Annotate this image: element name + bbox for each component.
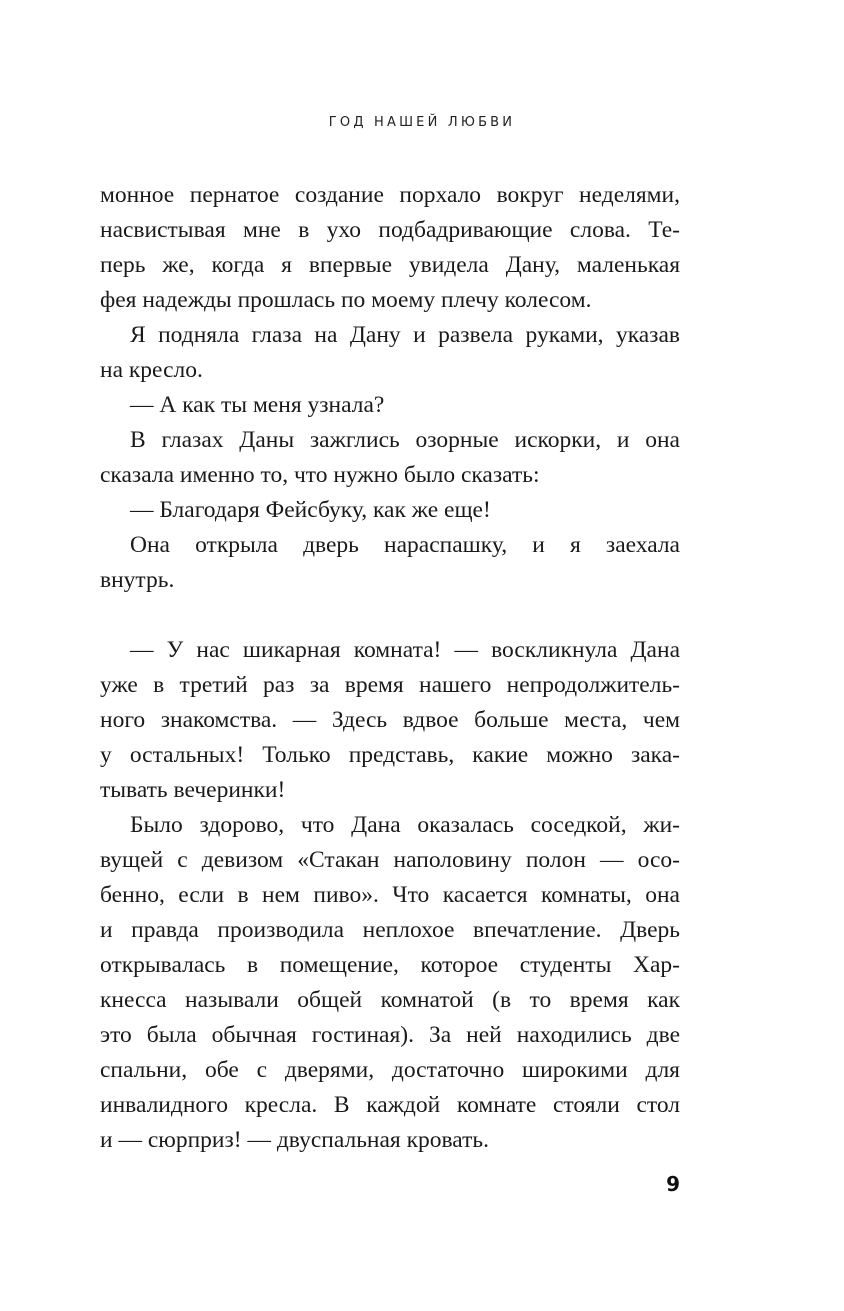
- text-line: тывать вечеринки!: [100, 777, 286, 803]
- text-line: — А как ты меня узнала?: [130, 392, 385, 418]
- text-line: внутрь.: [100, 567, 175, 593]
- text-line: В глазах Даны зажглись озорные искорки, и она: [130, 427, 680, 453]
- text-line: — У нас шикарная комната! — воскликнула Дана: [130, 637, 680, 663]
- text-line: Она открыла дверь нараспашку, и я заехала: [130, 532, 680, 558]
- body-text: [100, 178, 680, 1158]
- text-line: и — сюрприз! — двуспальная кровать.: [100, 1127, 489, 1153]
- text-line: на кресло.: [100, 357, 203, 383]
- text-line: открывалась в помещение, которое студенты Хар-: [100, 952, 680, 978]
- text-line: — Благодаря Фейсбуку, как же еще!: [130, 497, 491, 523]
- section-break: [100, 598, 680, 633]
- text-line: вущей с девизом «Стакан наполовину полон — осо-: [100, 847, 680, 873]
- text-line: насвистывая мне в ухо подбадривающие слова. Те-: [100, 217, 680, 243]
- text-line: это была обычная гостиная). За ней находились две: [100, 1022, 680, 1048]
- text-line: сказала именно то, что нужно было сказать:: [100, 462, 540, 488]
- text-line: инвалидного кресла. В каждой комнате стояли стол: [100, 1092, 680, 1118]
- page-number: 9: [666, 1172, 680, 1196]
- text-line: уже в третий раз за время нашего непродолжитель-: [100, 672, 680, 698]
- text-line: и правда производила неплохое впечатление. Дверь: [100, 917, 680, 943]
- text-line: Я подняла глаза на Дану и развела руками, указав: [130, 322, 680, 348]
- text-line: Было здорово, что Дана оказалась соседкой, жи-: [130, 812, 680, 838]
- text-line: кнесса называли общей комнатой (в то время как: [100, 987, 680, 1013]
- text-line: ного знакомства. — Здесь вдвое больше места, чем: [100, 707, 680, 733]
- text-line: спальни, обе с дверями, достаточно широкими для: [100, 1057, 680, 1083]
- text-line: монное пернатое создание порхало вокруг неделями,: [100, 182, 680, 208]
- text-line: перь же, когда я впервые увидела Дану, маленькая: [100, 252, 680, 278]
- text-line: у остальных! Только представь, какие можно зака-: [100, 742, 680, 768]
- text-line: фея надежды прошлась по моему плечу колесом.: [100, 287, 592, 313]
- text-line: бенно, если в нем пиво». Что касается комнаты, она: [100, 882, 680, 908]
- running-head: ГОД НАШЕЙ ЛЮБВИ: [328, 115, 516, 130]
